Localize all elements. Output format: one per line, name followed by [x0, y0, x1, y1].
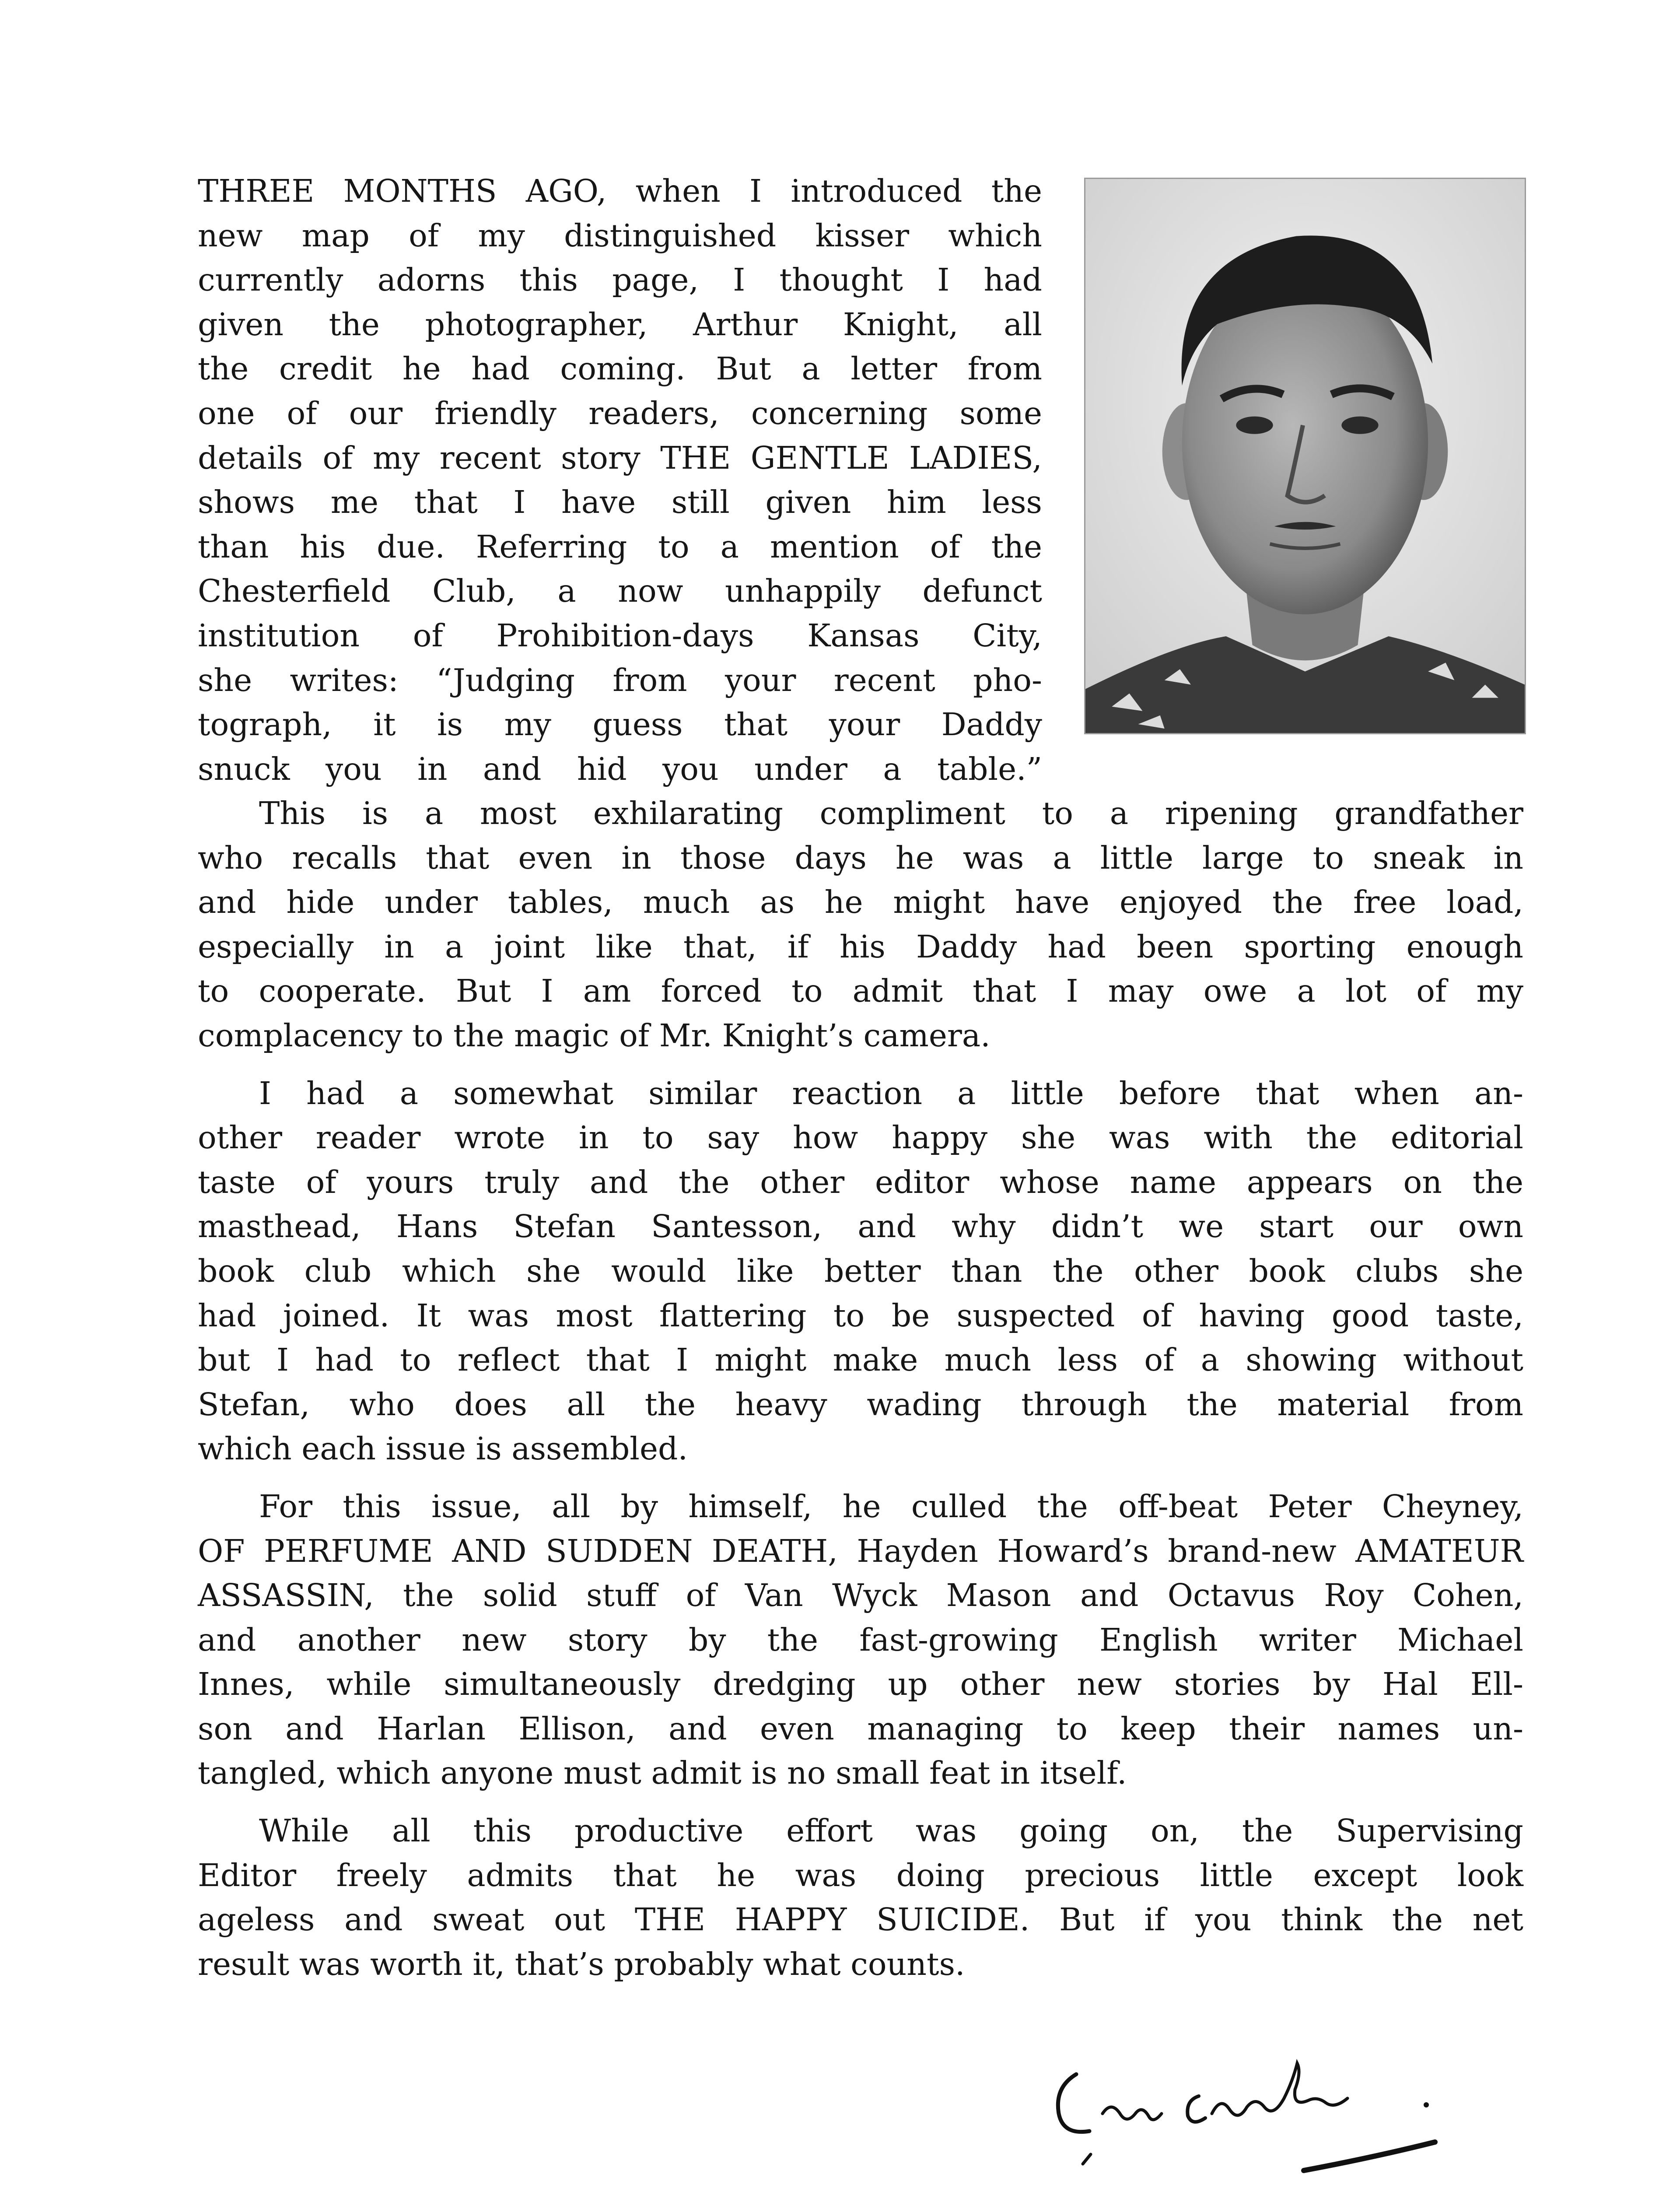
text-line: she writes: “Judging from your recent pho-	[198, 662, 1042, 698]
text-line: and hide under tables, much as he might have enjoyed the free load,	[198, 884, 1523, 921]
text-line: taste of yours truly and the other editor whose name appears on the	[198, 1164, 1523, 1200]
text-line: book club which she would like better than the other book clubs she	[198, 1252, 1523, 1289]
text-line: than his due. Referring to a mention of the	[198, 528, 1042, 565]
text-line: which each issue is assembled.	[198, 1431, 688, 1467]
text-line: THREE MONTHS AGO, when I introduced the	[198, 173, 1042, 209]
text-line: This is a most exhilarating compliment to a ripening grandfather	[259, 795, 1523, 831]
text-line: ASSASSIN, the solid stuff of Van Wyck Mason and Octavus Roy Cohen,	[198, 1577, 1523, 1614]
text-line: one of our friendly readers, concerning some	[198, 395, 1042, 431]
text-line: had joined. It was most flattering to be suspected of having good taste,	[198, 1297, 1523, 1334]
text-line: the credit he had coming. But a letter from	[198, 351, 1042, 387]
portrait-illustration	[1085, 179, 1525, 733]
text-line: complacency to the magic of Mr. Knight’s camera.	[198, 1017, 990, 1054]
text-line: Innes, while simultaneously dredging up other new stories by Hal Ell-	[198, 1666, 1523, 1703]
handwritten-signature	[1041, 2048, 1457, 2179]
text-line: Chesterfield Club, a now unhappily defunct	[198, 573, 1042, 610]
text-line: new map of my distinguished kisser which	[198, 217, 1042, 254]
text-line: currently adorns this page, I thought I had	[198, 262, 1042, 298]
text-line: shows me that I have still given him less	[198, 484, 1042, 521]
text-line: to cooperate. But I am forced to admit that I may owe a lot of my	[198, 973, 1523, 1010]
text-line: OF PERFUME AND SUDDEN DEATH, Hayden Howard’s brand-new AMATEUR	[198, 1532, 1523, 1569]
text-line: given the photographer, Arthur Knight, all	[198, 306, 1042, 343]
signature-drawing	[1041, 2048, 1457, 2179]
text-line: ageless and sweat out THE HAPPY SUICIDE. But if you think the net	[198, 1901, 1523, 1938]
text-line: masthead, Hans Stefan Santesson, and why didn’t we start our own	[198, 1208, 1523, 1245]
text-line: especially in a joint like that, if his Daddy had been sporting enough	[198, 928, 1523, 965]
text-line: Stefan, who does all the heavy wading through the material from	[198, 1386, 1523, 1423]
text-line: details of my recent story THE GENTLE LADIES,	[198, 439, 1042, 476]
opening-paragraph	[198, 169, 1042, 791]
text-line: I had a somewhat similar reaction a little before that when an-	[259, 1075, 1523, 1112]
text-line: other reader wrote in to say how happy she was with the editorial	[198, 1119, 1523, 1156]
text-line: Editor freely admits that he was doing precious little except look	[198, 1857, 1523, 1893]
text-line: institution of Prohibition-days Kansas City,	[198, 617, 1042, 654]
text-line: tangled, which anyone must admit is no small feat in itself.	[198, 1755, 1127, 1792]
text-line: tograph, it is my guess that your Daddy	[198, 706, 1042, 743]
text-line: but I had to reflect that I might make much less of a showing without	[198, 1342, 1523, 1378]
author-portrait-photo	[1084, 178, 1526, 734]
text-line: result was worth it, that’s probably what counts.	[198, 1946, 965, 1982]
text-line: and another new story by the fast-growing English writer Michael	[198, 1621, 1523, 1658]
text-line: While all this productive effort was going on, the Supervising	[259, 1813, 1523, 1849]
text-line: For this issue, all by himself, he culled the off-beat Peter Cheyney,	[259, 1488, 1523, 1525]
body-paragraphs	[198, 791, 1523, 1986]
text-line: son and Harlan Ellison, and even managing to keep their names un-	[198, 1710, 1523, 1747]
text-line: who recalls that even in those days he was a little large to sneak in	[198, 839, 1523, 876]
text-line: snuck you in and hid you under a table.”	[198, 750, 1042, 787]
